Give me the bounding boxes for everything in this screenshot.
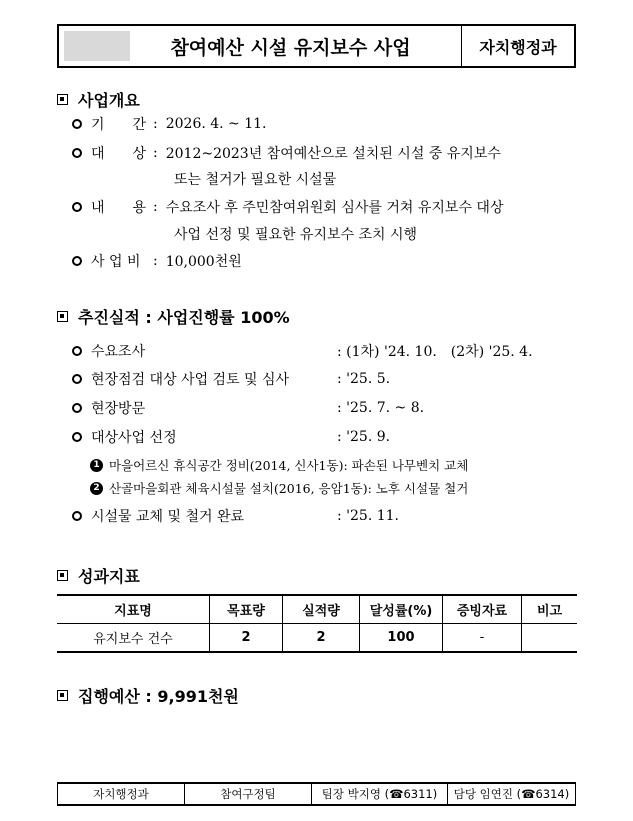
table-header-row [57, 595, 577, 624]
overview-budget: 사 업 비 : 10,000천원 [72, 251, 242, 271]
overview-target-line2: 또는 철거가 필요한 시설물 [174, 172, 337, 188]
table-cell: 2 [283, 624, 360, 653]
kpi-table [57, 594, 577, 653]
progress-sub-item: 1 마을어르신 휴식공간 정비(2014, 신사1동): 파손된 나무벤치 교체 [90, 456, 468, 474]
table-cell [522, 624, 578, 653]
number-1-icon: 1 [90, 459, 103, 472]
footer-dept: 자치행정과 [58, 784, 185, 804]
column-header: 지표명 [57, 595, 210, 624]
square-bullet-icon [57, 570, 68, 581]
page-title: 참여예산 시설 유지보수 사업 [170, 36, 411, 59]
progress-final: 시설물 교체 및 철거 완료 : '25. 11. [72, 506, 572, 526]
square-bullet-icon [57, 690, 68, 701]
circle-bullet-icon [72, 511, 82, 521]
circle-bullet-icon [72, 403, 82, 413]
column-header: 증빙자료 [443, 595, 522, 624]
overview-content-line2: 사업 선정 및 필요한 유지보수 조치 시행 [174, 227, 418, 243]
title-box [57, 24, 576, 68]
table-row [57, 624, 577, 653]
progress-heading: 추진실적 : 사업진행률 100% [57, 305, 290, 328]
circle-bullet-icon [72, 374, 82, 384]
column-header: 비고 [522, 595, 578, 624]
progress-sub-item: 2 산골마을회관 체육시설물 설치(2016, 응암1동): 노후 시설물 철거 [90, 479, 468, 497]
overview-content: 내 용 : 수요조사 후 주민참여위원회 심사를 거쳐 유지보수 대상 [72, 197, 503, 217]
overview-heading: 사업개요 [57, 88, 140, 111]
progress-item: 현장방문 : '25. 7. ~ 8. [72, 398, 572, 418]
department-label: 자치행정과 [461, 26, 574, 66]
progress-item: 수요조사 : (1차) '24. 10. (2차) '25. 4. [72, 341, 572, 361]
title-gray-block [64, 31, 130, 61]
table-cell: - [443, 624, 522, 653]
progress-item: 현장점검 대상 사업 검토 및 심사 : '25. 5. [72, 369, 572, 389]
circle-bullet-icon [72, 119, 82, 129]
column-header: 목표량 [210, 595, 283, 624]
circle-bullet-icon [72, 148, 82, 158]
footer-leader: 팀장 박지영 (☎6311) [312, 784, 448, 804]
overview-target: 대 상 : 2012~2023년 참여예산으로 설치된 시설 중 유지보수 [72, 143, 501, 163]
overview-period: 기 간 : 2026. 4. ~ 11. [72, 114, 267, 134]
table-cell: 유지보수 건수 [57, 624, 210, 653]
circle-bullet-icon [72, 432, 82, 442]
footer-team: 참여구정팀 [185, 784, 312, 804]
progress-item: 대상사업 선정 : '25. 9. [72, 427, 572, 447]
table-cell: 100 [360, 624, 443, 653]
table-cell: 2 [210, 624, 283, 653]
square-bullet-icon [57, 311, 68, 322]
footer-contact-bar [57, 782, 576, 806]
circle-bullet-icon [72, 202, 82, 212]
circle-bullet-icon [72, 256, 82, 266]
column-header: 실적량 [283, 595, 360, 624]
column-header: 달성률(%) [360, 595, 443, 624]
square-bullet-icon [57, 94, 68, 105]
footer-staff: 담당 임연진 (☎6314) [453, 787, 570, 801]
number-2-icon: 2 [90, 482, 103, 495]
circle-bullet-icon [72, 346, 82, 356]
kpi-heading: 성과지표 [57, 564, 140, 587]
budget-exec-heading: 집행예산 : 9,991천원 [57, 684, 239, 707]
